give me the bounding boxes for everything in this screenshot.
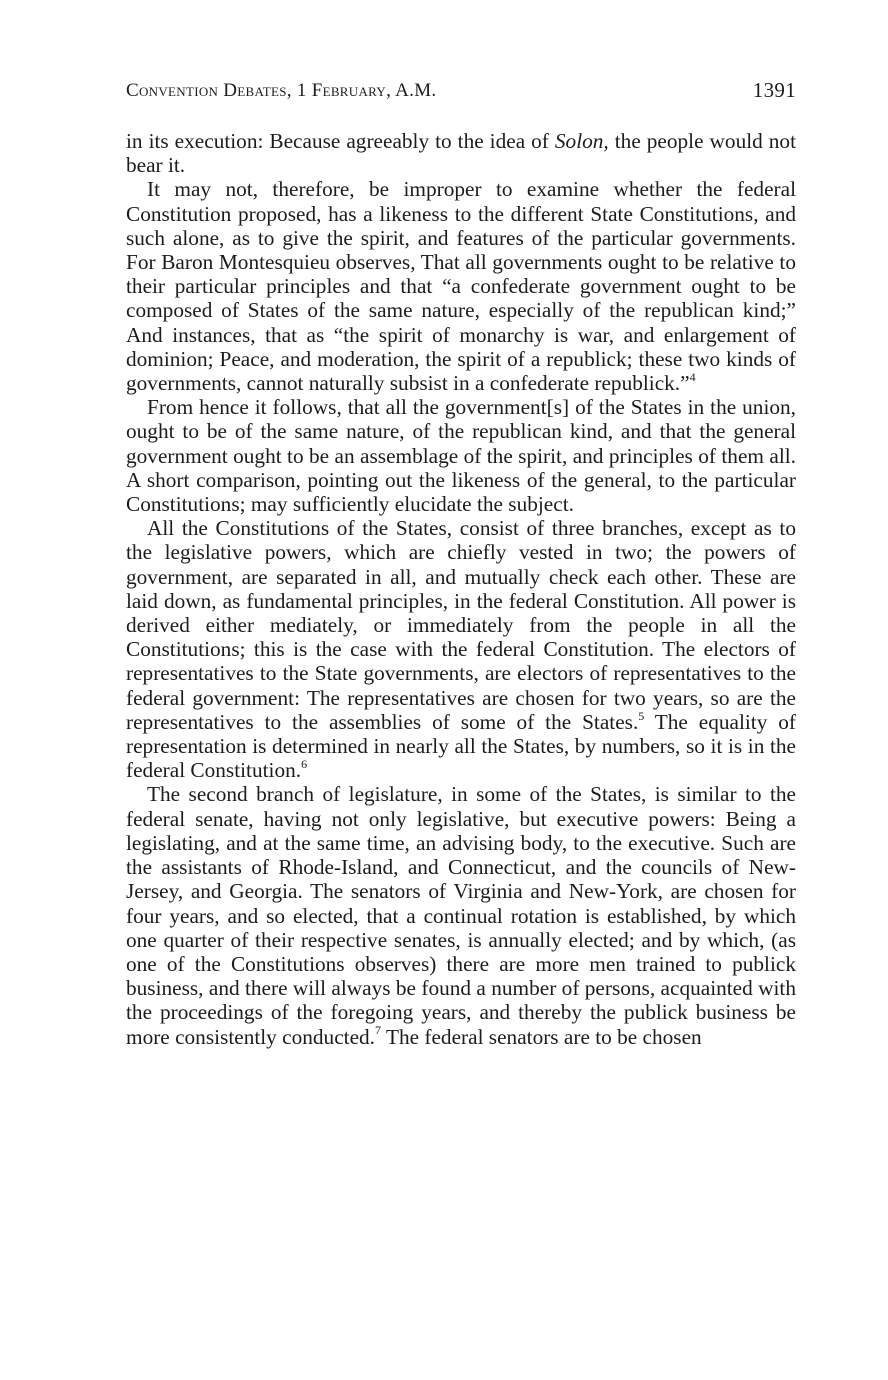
paragraph-4-text-a: All the Constitutions of the States, consist of three branches, except as to the legislative powers, which are chiefly vested in two; the powers of government, are separated in all, and mutually check each other. These are laid down, as fundamental principles, in the federal Constitution. All power is derived either mediately, or immediately from the people in all the Constitutions; this is the case with the federal Constitution. The electors of representatives to the State governments, are electors of representatives to the federal government: The representatives are chosen for two years, so are the representatives to the assemblies of some of the States.: [126, 516, 796, 734]
paragraph-1-text-b: the people would not bear it.: [126, 129, 796, 178]
book-page: [126, 80, 796, 1049]
body-text: [126, 129, 796, 1049]
paragraph-5-text-a: The second branch of legislature, in some of the States, is similar to the federal senate, having not only legislative, but executive powers: Being a legislating, and at the same time, an advising body, to the executive. Such are the assistants of Rhode-Island, and Connecticut, and the councils of New-Jersey, and Georgia. The senators of Virginia and New-York, are chosen for four years, and so elected, that a continual rotation is established, by which one quarter of their respective senates, is annually elected; and by which, (as one of the Constitutions observes) there are more men trained to publick business, and there will always be found a number of persons, acquainted with the proceedings of the foregoing years, and thereby the publick business be more consistently conducted.: [126, 782, 796, 1049]
paragraph-1: [126, 129, 796, 177]
solon-italic: Solon,: [554, 129, 609, 153]
paragraph-4-text-b: The equality of representation is determined in nearly all the States, by numbers, so it is in the federal Constitution.: [126, 709, 796, 783]
paragraph-3: [126, 395, 796, 516]
paragraph-2: [126, 177, 796, 395]
running-title: Convention Debates, 1 February, A.M.: [126, 80, 437, 101]
paragraph-1-text-a: in its execution: Because agreeably to the idea of: [126, 129, 555, 153]
paragraph-4: [126, 516, 796, 782]
footnote-ref-6: 6: [301, 757, 308, 772]
paragraph-3-text: From hence it follows, that all the government[s] of the States in the union, ought to be of the same nature, of the republican kind, and that the general government ought to be an assemblage of the spirit, and principles of them all. A short comparison, pointing out the likeness of the general, to the particular Constitutions; may sufficiently elucidate the subject.: [126, 395, 796, 517]
page-number: 1391: [752, 78, 796, 102]
running-head: [126, 80, 796, 110]
footnote-ref-4: 4: [689, 369, 696, 384]
paragraph-5-text-b: The federal senators are to be chosen: [381, 1024, 702, 1049]
paragraph-2-text: It may not, therefore, be improper to examine whether the federal Constitution proposed, has a likeness to the different State Constitutions, and such alone, as to give the spirit, and features of the particular governments. For Baron Montesquieu observes, That all governments ought to be relative to their particular principles and that “a confederate government ought to be composed of States of the same nature, especially of the republican kind;” And instances, that as “the spirit of monarchy is war, and enlargement of dominion; Peace, and moderation, the spirit of a republick; these two kinds of governments, cannot naturally subsist in a confederate republick.”: [126, 177, 796, 396]
paragraph-5: [126, 782, 796, 1048]
footnote-ref-7: 7: [375, 1023, 381, 1038]
footnote-ref-5: 5: [638, 708, 645, 723]
